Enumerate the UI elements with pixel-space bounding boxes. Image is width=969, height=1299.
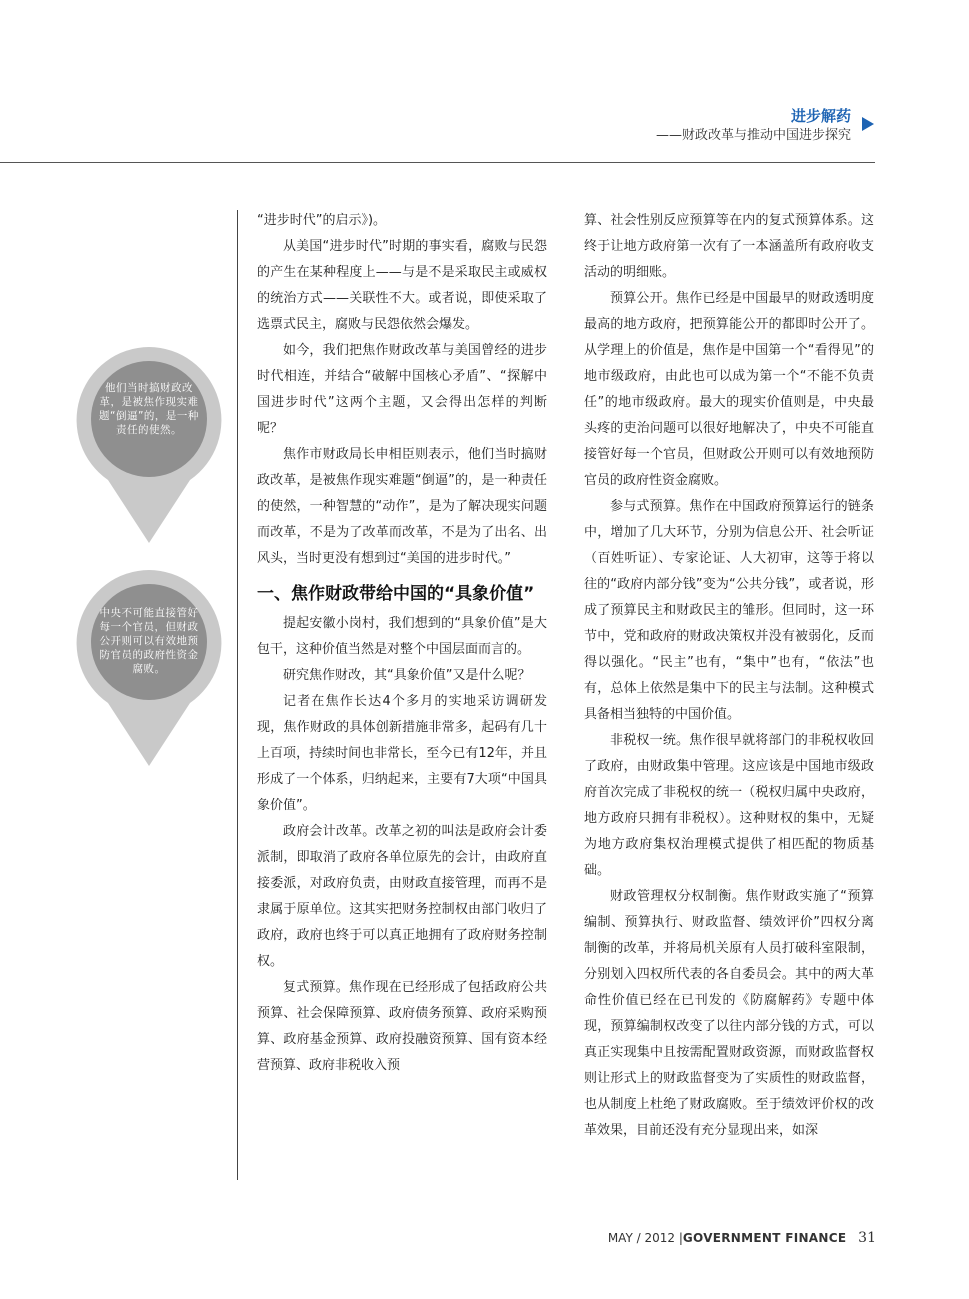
paragraph: 复式预算。焦作现在已经形成了包括政府公共预算、社会保障预算、政府债务预算、政府采购预算、政府基金预算、政府投融资预算、国有资本经营预算、政府非税收入预 — [257, 980, 547, 1073]
paragraph: 如今，我们把焦作财政改革与美国曾经的进步时代相连，并结合“破解中国核心矛盾”、“探解中国进步时代”这两个主题，又会得出怎样的判断呢？ — [257, 343, 547, 436]
pull-quote-text: 中央不可能直接管好每一个官员，但财政公开则可以有效地预防官员的政府性资金腐败。 — [99, 607, 199, 675]
paragraph: 焦作市财政局长申相臣则表示，他们当时搞财政改革，是被焦作现实难题“倒逼”的，是一种责任的使然，一种智慧的“动作”，是为了解决现实问题而改革，不是为了改革而改革，不是为了出名、出风头，当时更没有想到过“美国的进步时代。” — [257, 447, 547, 566]
pull-quote-text: 他们当时搞财政改革，是被焦作现实难题“倒逼”的，是一种责任的使然。 — [99, 382, 199, 436]
article-column-left — [257, 208, 547, 1079]
issue-date: MAY / 2012 — [607, 1231, 675, 1245]
section-heading: 一、焦作财政带给中国的“具象价值” — [257, 584, 535, 604]
paragraph: “进步时代”的启示》)。 — [257, 213, 387, 228]
running-header — [656, 106, 851, 146]
triangle-arrow-icon — [862, 117, 874, 131]
paragraph: 非税权一统。焦作很早就将部门的非税权收回了政府，由财政集中管理。这应该是中国地市级政府首次完成了非税权的统一（税权归属中央政府，地方政府只拥有非税权）。这种财权的集中，无疑为地方政府集权治理模式提供了相匹配的物质基础。 — [584, 733, 874, 878]
paragraph: 参与式预算。焦作在中国政府预算运行的链条中，增加了几大环节，分别为信息公开、社会听证（百姓听证）、专家论证、人大初审，这等于将以往的“政府内部分钱”变为“公共分钱”，或者说，形成了预算民主和财政民主的雏形。但同时，这一环节中，党和政府的财政决策权并没有被弱化，反而得以强化。“民主”也有，“集中”也有，“依法”也有，总体上依然是集中下的民主与法制。这种模式具备相当独特的中国价值。 — [584, 499, 874, 722]
paragraph: 算、社会性别反应预算等在内的复式预算体系。这终于让地方政府第一次有了一本涵盖所有政府收支活动的明细账。 — [584, 213, 874, 280]
article-column-right — [584, 208, 874, 1144]
magazine-name: GOVERNMENT FINANCE — [682, 1231, 847, 1245]
paragraph: 政府会计改革。改革之初的叫法是政府会计委派制，即取消了政府各单位原先的会计，由政府直接委派，对政府负责，由财政直接管理，而再不是隶属于原单位。这其实把财务控制权由部门收归了政府，政府也终于可以真正地拥有了政府财务控制权。 — [257, 824, 547, 969]
paragraph: 从美国“进步时代”时期的事实看，腐败与民怨的产生在某种程度上——与是不是采取民主或威权的统治方式——关联性不大。或者说，即使采取了选票式民主，腐败与民怨依然会爆发。 — [257, 239, 547, 332]
pull-quote-pin-2 — [74, 568, 224, 768]
paragraph: 预算公开。焦作已经是中国最早的财政透明度最高的地方政府，把预算能公开的都即时公开了。从学理上的价值是，焦作是中国第一个“看得见”的地市级政府，由此也可以成为第一个“不能不负责任”的地市级政府。最大的现实价值则是，中央最头疼的吏治问题可以很好地解决了，中央不可能直接管好每一个官员，但财政公开则可以有效地预防官员的政府性资金腐败。 — [584, 291, 874, 488]
paragraph: 财政管理权分权制衡。焦作财政实施了“预算编制、预算执行、财政监督、绩效评价”四权分离制衡的改革，并将局机关原有人员打破科室限制，分别划入四权所代表的各自委员会。其中的两大革命性价值已经在已刊发的《防腐解药》专题中体现，预算编制权改变了以往内部分钱的方式，可以真正实现集中且按需配置财政资源，而财政监督权则让形式上的财政监督变为了实质性的财政监督，也从制度上杜绝了财政腐败。至于绩效评价权的改革效果，目前还没有充分显现出来，如深 — [584, 889, 874, 1138]
paragraph: 记者在焦作长达4个多月的实地采访调研发现，焦作财政的具体创新措施非常多，起码有几十上百项，持续时间也非常长，至今已有12年，并且形成了一个体系，归纳起来，主要有7大项“中国具象价值”。 — [257, 694, 547, 813]
page-number: 31 — [858, 1230, 876, 1246]
paragraph: 提起安徽小岗村，我们想到的“具象价值”是大包干，这种价值当然是对整个中国层面而言的。 — [257, 616, 547, 657]
section-subtitle: ——财政改革与推动中国进步探究 — [655, 128, 851, 143]
map-pin-shape-icon — [74, 345, 224, 545]
page-footer — [608, 1230, 876, 1246]
paragraph: 研究焦作财改，其“具象价值”又是什么呢？ — [283, 668, 531, 683]
pull-quote-pin-1 — [74, 345, 224, 545]
column-divider — [237, 210, 238, 1180]
footer-separator: | — [678, 1231, 683, 1245]
header-divider — [0, 162, 875, 163]
section-title: 进步解药 — [790, 107, 851, 125]
